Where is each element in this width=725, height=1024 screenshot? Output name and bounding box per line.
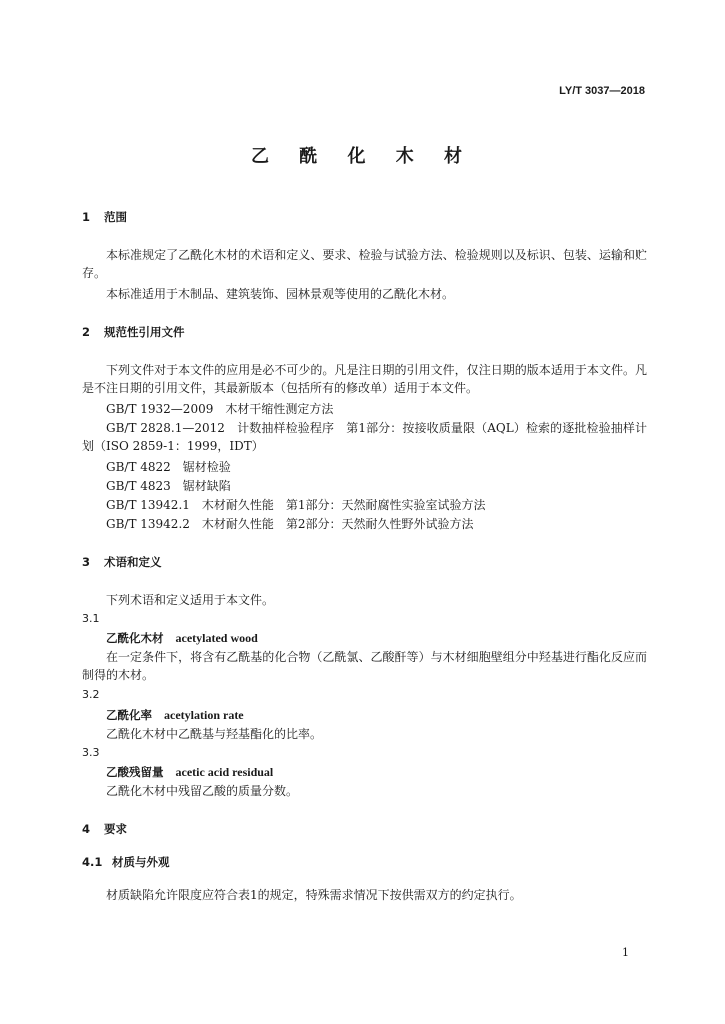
section-title: 要求 [104, 822, 127, 836]
page-number: 1 [622, 946, 629, 959]
term-english: acetylation rate [164, 708, 244, 722]
section-title: 术语和定义 [104, 555, 162, 569]
term-english: acetylated wood [175, 631, 258, 645]
term-definition: 乙酰化木材中残留乙酸的质量分数。 [106, 784, 299, 798]
reference-item: GB/T 2828.1—2012 计数抽样检验程序 第1部分：按接收质量限（AQL）检索的逐批检验抽样计划（ISO 2859-1：1999，IDT） [82, 421, 647, 453]
standard-number: LY/T 3037—2018 [559, 85, 645, 97]
term-english: acetic acid residual [175, 765, 274, 779]
term-chinese: 乙酰化率 [106, 708, 152, 722]
term-heading [106, 763, 273, 781]
section-number: 3 [82, 555, 91, 569]
section-number: 4 [82, 822, 91, 836]
term-heading [106, 706, 244, 724]
term-chinese: 乙酸残留量 [106, 765, 164, 779]
term-number: 3.3 [82, 746, 100, 759]
reference-item: GB/T 4822 锯材检验 [106, 460, 231, 474]
section-number: 2 [82, 325, 91, 339]
term-heading [106, 629, 258, 647]
term-chinese: 乙酰化木材 [106, 631, 164, 645]
section-title: 规范性引用文件 [104, 325, 185, 339]
terms-intro: 下列术语和定义适用于本文件。 [106, 593, 275, 607]
reference-item: GB/T 1932—2009 木材干缩性测定方法 [106, 402, 334, 416]
scope-paragraph-1: 本标准规定了乙酰化木材的术语和定义、要求、检验与试验方法、检验规则以及标识、包装、运输和贮存。 [82, 248, 647, 280]
references-intro: 下列文件对于本文件的应用是必不可少的。凡是注日期的引用文件，仅注日期的版本适用于本文件。凡是不注日期的引用文件，其最新版本（包括所有的修改单）适用于本文件。 [82, 363, 647, 395]
reference-item: GB/T 4823 锯材缺陷 [106, 479, 231, 493]
section-2-heading [82, 323, 185, 341]
term-number: 3.1 [82, 612, 100, 625]
document-title: 乙 酰 化 木 材 [250, 146, 475, 167]
term-definition: 在一定条件下，将含有乙酰基的化合物（乙酰氯、乙酸酐等）与木材细胞壁组分中羟基进行酯化反应而制得的木材。 [82, 650, 647, 682]
term-number: 3.2 [82, 688, 100, 701]
subsection-title: 材质与外观 [112, 855, 170, 869]
requirements-paragraph: 材质缺陷允许限度应符合表1的规定，特殊需求情况下按供需双方的约定执行。 [106, 888, 522, 902]
section-title: 范围 [104, 210, 127, 224]
subsection-4-1-heading [82, 853, 170, 871]
reference-item: GB/T 13942.2 木材耐久性能 第2部分：天然耐久性野外试验方法 [106, 517, 474, 531]
subsection-number: 4.1 [82, 855, 103, 869]
section-4-heading [82, 820, 127, 838]
scope-paragraph-2: 本标准适用于木制品、建筑装饰、园林景观等使用的乙酰化木材。 [106, 287, 455, 301]
section-1-heading [82, 208, 127, 226]
section-3-heading [82, 553, 162, 571]
term-definition: 乙酰化木材中乙酰基与羟基酯化的比率。 [106, 727, 323, 741]
section-number: 1 [82, 210, 91, 224]
reference-item: GB/T 13942.1 木材耐久性能 第1部分：天然耐腐性实验室试验方法 [106, 498, 486, 512]
